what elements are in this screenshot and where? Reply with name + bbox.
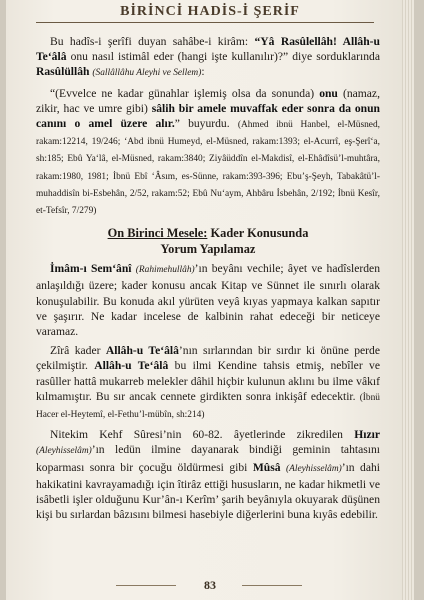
- p3-text-1: ’ın beyânı vechile; âyet ve hadîslerden anlaşıldığı üzere; kader konusu ancak Kitap ve Sünnet ile sınırlı olarak konuşulabilir. Bu konuda akıl yürüten veyâ kıyas yapmaya kalkan sapıtır ve şaşırır. Ne kadar incelese de kalbinin rahat edeceği bir neticeye varamaz.: [36, 262, 380, 339]
- paragraph-5: [36, 427, 380, 522]
- p2-bold-2: sâlih bir amele muvaffak eder sonra da onun canını o amel üzere alır.: [36, 101, 380, 131]
- p4-bold-2: Allâh-u Te‘âlâ: [94, 359, 169, 373]
- p5-dua-2: (Aleyhisselâm): [286, 463, 342, 474]
- p1-quote: “Yâ Rasûlellâh! Allâh-u Te‘âlâ: [36, 35, 380, 64]
- section-title: Kader Konusunda: [207, 226, 309, 241]
- reference-1: (Ahmed ibnü Hanbel, el-Müsned, rakam:12214, 19/246; ‘Abd ibnü Humeyd, el-Müsned, rakam:1393; el-Acurrî, eş-Şerî‘a, sh:185; Ebû Ya‘lâ, el-Müsned, rakam:3840; Ziyâüddîn el-Makdisî, el-Ehâdîsü’l-muhtâra, rakam:1980, 1981; İbnü Ebî ‘Âsım, es-Sünne, rakam:393-396; Ebu’ş-Şeyh, Tabakâtü’l-muhaddisîn bi-Esbehân, 2/52, rakam:52; Ebû Nu‘aym, Ahbâru İsbehân, 2/192; İbnü Kesîr, et-Tefsîr, 7/279): [36, 120, 380, 217]
- p2-text-2: (namaz, zikir, hac ve umre gibi): [36, 86, 380, 115]
- p4-bold-1: Allâh-u Te‘âlâ: [105, 344, 179, 358]
- p3-name: İmâm-ı Sem‘ânî: [50, 262, 132, 276]
- paragraph-4: [36, 343, 380, 423]
- paragraph-3: [36, 261, 380, 339]
- p5-bold-1: Hızır: [354, 428, 380, 442]
- page-number: 83: [204, 578, 216, 592]
- p4-text-3: bu ilmi Kendine tahsis etmiş, nebîler ve rasûller hattâ mukarreb melekler dâhil hiçbir kulunun aklını bu ilme vâkıf kılmamıştır. Bu sır ancak cennete girdikten sonra inkişâf edecektir.: [36, 359, 381, 403]
- book-page: [6, 0, 414, 600]
- p1-text-1: Bu hadîs-i şerîfi duyan sahâbe-i kirâm:: [50, 35, 255, 48]
- page-footer: [6, 576, 414, 594]
- p5-text-3: ’ın dahi hakikatini kavrayamadığı için îtirâz ettiği hususların, ne kadar hikmetli ve isâbetli işler olduğunu Kur’ân-ı Kerîm’ şarih beyânıyla okuyarak düşünen kişi bu sırlardan bâzısını bilmesi hasebiyle diğerlerini buna kıyâs edebilir.: [36, 460, 381, 522]
- p1-salawat: (Sallâllâhu Aleyhi ve Sellem): [92, 68, 202, 79]
- p5-text-1: Nitekim Kehf Sûresi’nin 60-82. âyetlerinde zikredilen: [50, 428, 355, 442]
- p4-reference: (İbnü Hacer el-Heytemî, el-Fethu’l-mübîn, sh:214): [36, 392, 380, 421]
- section-heading: [36, 225, 380, 257]
- section-label: On Birinci Mesele:: [107, 226, 208, 241]
- p1-text-3: :: [201, 65, 205, 79]
- paragraph-1: [36, 34, 380, 82]
- p5-text-2: ’ın ledün ilmine dayanarak bindiği geminin tahtasını koparması sonra bir çocuğu öldürmesi gibi: [36, 443, 380, 474]
- running-header: BİRİNCİ HADİS-İ ŞERİF: [120, 4, 300, 19]
- p4-text-2: ’nın sırlarından bir sırdır ki önüne perde çekilmiştir.: [36, 344, 380, 373]
- p2-text-1: “(Evvelce ne kadar günahlar işlemiş olsa da sonunda): [50, 86, 320, 100]
- p1-text-2: onu nasıl istimâl eder (hangi işte kullanılır)?” diye sorduklarında: [66, 50, 380, 64]
- p5-dua-1: (Aleyhisselâm): [36, 446, 92, 457]
- p2-bold-1: onu: [319, 86, 338, 100]
- p2-text-3: ” buyurdu.: [174, 117, 230, 131]
- p1-name: Rasûlüllâh: [36, 65, 90, 79]
- section-title-2: Yorum Yapılamaz: [160, 242, 256, 257]
- p3-dua: (Rahimehullâh): [135, 265, 195, 276]
- p5-bold-2: Mûsâ: [252, 460, 281, 474]
- page-content: [36, 34, 380, 526]
- header-rule: [36, 22, 374, 23]
- page-edge: [402, 0, 414, 600]
- paragraph-2: [36, 86, 380, 220]
- p4-text-1: Zîrâ kader: [50, 344, 106, 358]
